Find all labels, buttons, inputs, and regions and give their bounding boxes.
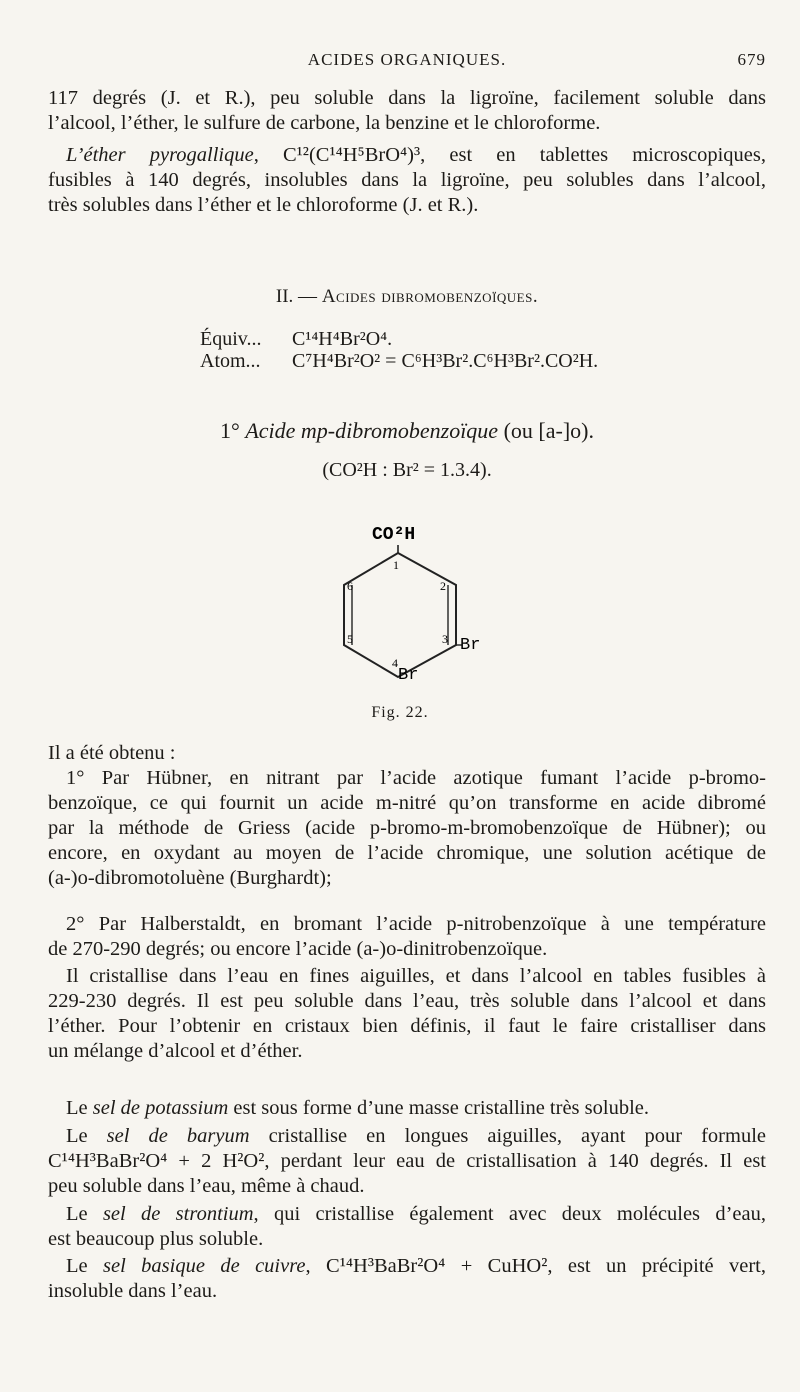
- acid-ratio: (CO²H : Br² = 1.3.4).: [322, 459, 492, 481]
- paragraph-method-1: [48, 766, 766, 891]
- text-line: (a-)o-dibromotoluène (Burghardt);: [48, 867, 332, 889]
- figure-caption: Fig. 22.: [371, 704, 429, 721]
- text-line: [48, 1124, 766, 1149]
- text-line: par la méthode de Griess (acide p-bromo-m-bromobenzoïque de Hübner); ou: [48, 817, 766, 839]
- salt-name: sel basique de cuivre: [103, 1255, 306, 1277]
- salt-name: sel de strontium: [102, 1203, 254, 1225]
- position-label: 1: [393, 558, 399, 572]
- section-heading: [48, 284, 766, 309]
- salt-prefix: Le: [66, 1097, 93, 1119]
- text-line: 1° Par Hübner, en nitrant par l’acide azotique fumant l’acide p-bromo-: [66, 767, 766, 789]
- position-label: 3: [442, 632, 448, 646]
- text-line: encore, en oxydant au moyen de l’acide chromique, une solution acétique de: [48, 842, 766, 864]
- text-line: [48, 1096, 766, 1121]
- compound-formula: , C¹²(C¹⁴H⁵BrO⁴)³, est en tablettes microscopiques,: [253, 144, 767, 166]
- page-header: [48, 50, 766, 74]
- acid-name: Acide mp-dibromobenzoïque: [245, 418, 499, 443]
- paragraph-copper-salt: [48, 1254, 766, 1304]
- salt-name: sel de baryum: [106, 1125, 250, 1147]
- salt-text: cristallise en longues aiguilles, ayant pour formule: [249, 1125, 766, 1147]
- equiv-formula: [200, 328, 392, 350]
- top-group-label: CO²H: [372, 525, 416, 545]
- text-line: un mélange d’alcool et d’éther.: [48, 1040, 303, 1062]
- text-line: 229-230 degrés. Il est peu soluble dans l’eau, très soluble dans l’alcool et dans: [48, 990, 766, 1012]
- position-label: 4: [392, 656, 398, 670]
- position-label: 5: [347, 632, 353, 646]
- paragraph-obtained: [48, 741, 766, 766]
- text-line: Il cristallise dans l’eau en fines aiguilles, et dans l’alcool en tables fusibles à: [66, 965, 766, 987]
- substituent-label: Br: [398, 666, 419, 685]
- benzene-ring-figure: [300, 515, 500, 715]
- salt-prefix: Le: [66, 1203, 103, 1225]
- text-line: fusibles à 140 degrés, insolubles dans la ligroïne, peu solubles dans l’alcool,: [48, 169, 766, 191]
- text-line: [48, 1202, 766, 1227]
- page-number: 679: [737, 50, 766, 69]
- text-line: 2° Par Halberstaldt, en bromant l’acide p-nitrobenzoïque à une température: [66, 913, 766, 935]
- atom-formula: [200, 350, 598, 372]
- formula-label: Équiv...: [200, 328, 262, 350]
- acid-number: 1°: [220, 418, 246, 443]
- text-line: 117 degrés (J. et R.), peu soluble dans la ligroïne, facilement soluble dans: [48, 87, 766, 109]
- acid-suffix: (ou [a-]o).: [498, 418, 594, 443]
- acid-title: [48, 418, 766, 443]
- running-title: ACIDES ORGANIQUES.: [307, 50, 507, 69]
- text-line: benzoïque, ce qui fournit un acide m-nitré qu’on transforme en acide dibromé: [48, 792, 766, 814]
- salt-prefix: Le: [66, 1255, 104, 1277]
- text-line: l’éther. Pour l’obtenir en cristaux bien définis, il faut le faire cristalliser dans: [48, 1015, 766, 1037]
- text-line: l’alcool, l’éther, le sulfure de carbone, la benzine et le chloroforme.: [48, 112, 601, 134]
- text-line: [48, 143, 766, 168]
- position-label: 2: [440, 579, 446, 593]
- paragraph-solubility: [48, 86, 766, 136]
- text-line: Il a été obtenu :: [48, 742, 176, 764]
- salt-text: , qui cristallise également avec deux molécules d’eau,: [253, 1203, 766, 1225]
- text-line: [48, 1254, 766, 1279]
- text-line: est beaucoup plus soluble.: [48, 1228, 264, 1250]
- formula-value: C¹⁴H⁴Br²O⁴.: [292, 328, 393, 350]
- text-line: insoluble dans l’eau.: [48, 1280, 218, 1302]
- salt-text: , C¹⁴H³BaBr²O⁴ + CuHO², est un précipité vert,: [305, 1255, 766, 1277]
- formula-value: C⁷H⁴Br²O² = C⁶H³Br².C⁶H³Br².CO²H.: [292, 350, 599, 372]
- compound-name: L’éther pyrogallique: [66, 144, 254, 166]
- text-line: peu soluble dans l’eau, même à chaud.: [48, 1175, 365, 1197]
- paragraph-crystallization: [48, 964, 766, 1064]
- text-line: de 270-290 degrés; ou encore l’acide (a-)o-dinitrobenzoïque.: [48, 938, 548, 960]
- salt-text: est sous forme d’une masse cristalline très soluble.: [228, 1097, 650, 1119]
- paragraph-potassium-salt: [48, 1096, 766, 1121]
- paragraph-strontium-salt: [48, 1202, 766, 1252]
- section-title: Acides dibromobenzoïques.: [321, 286, 539, 307]
- text-line: très solubles dans l’éther et le chloroforme (J. et R.).: [48, 194, 479, 216]
- paragraph-barium-salt: [48, 1124, 766, 1199]
- formula-label: Atom...: [200, 350, 261, 372]
- position-label: 6: [347, 579, 353, 593]
- benzene-ring: [344, 553, 456, 677]
- salt-name: sel de potassium: [92, 1097, 229, 1119]
- substituent-label: Br: [460, 636, 481, 655]
- text-line: C¹⁴H³BaBr²O⁴ + 2 H²O², perdant leur eau de cristallisation à 140 degrés. Il est: [48, 1150, 766, 1172]
- section-numeral: II. —: [275, 286, 322, 307]
- paragraph-method-2: [48, 912, 766, 962]
- paragraph-pyrogallic-ether: [48, 143, 766, 218]
- salt-prefix: Le: [66, 1125, 107, 1147]
